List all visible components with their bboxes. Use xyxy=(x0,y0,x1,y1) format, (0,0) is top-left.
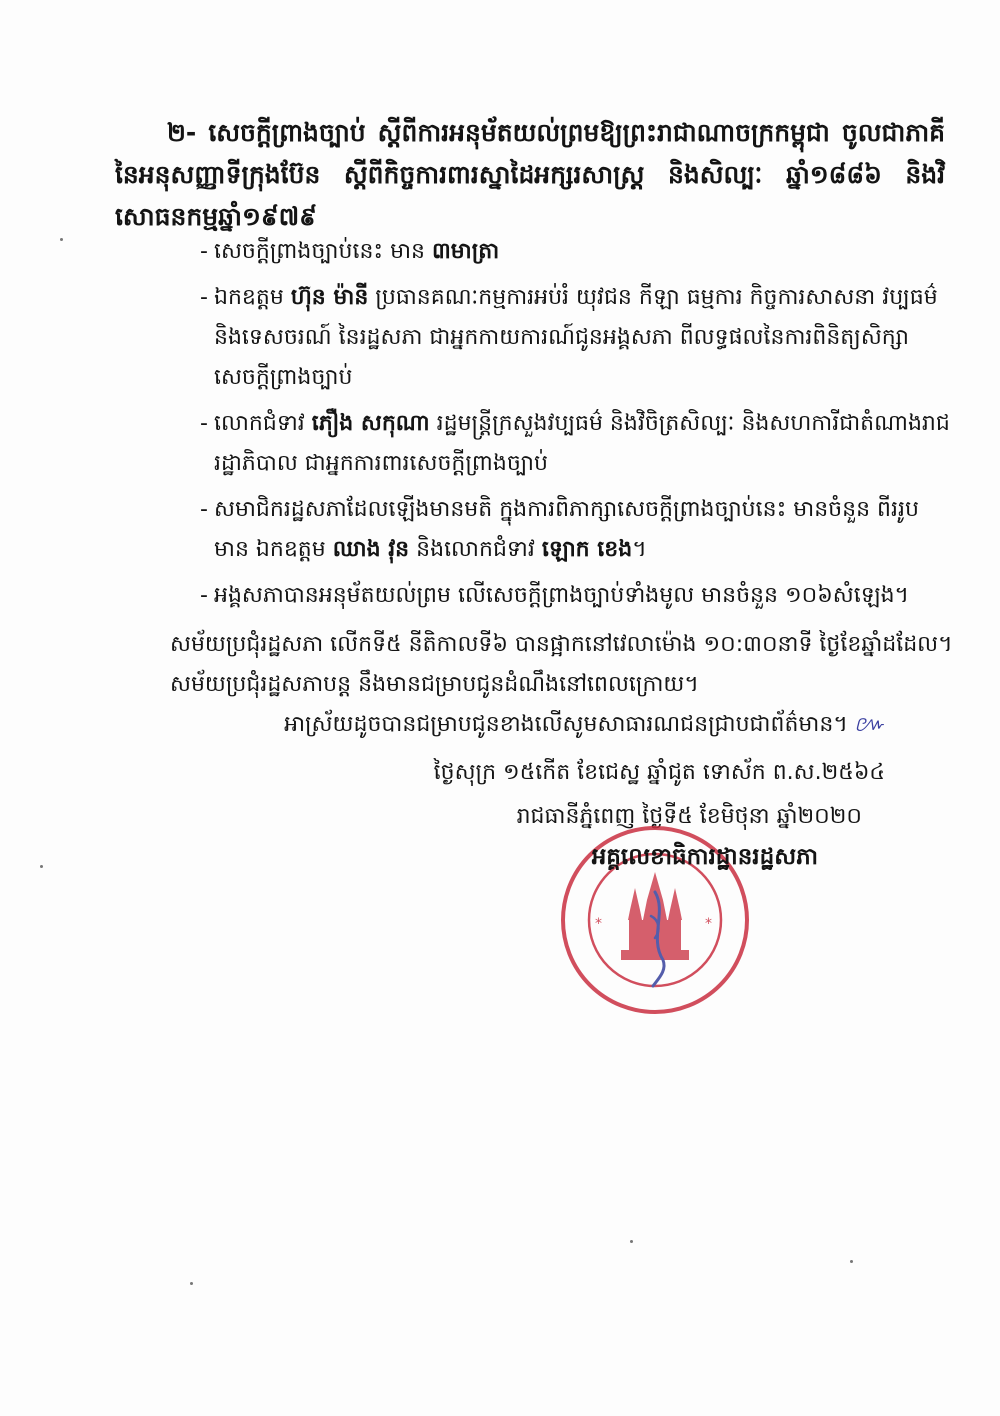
scan-speck xyxy=(630,1240,633,1243)
bullet-item-articles: - សេចក្តីព្រាងច្បាប់នេះ មាន ៣មាត្រា xyxy=(200,232,960,272)
bullet-list xyxy=(200,232,960,622)
signer-title: អគ្គលេខាធិការដ្ឋានរដ្ឋសភា xyxy=(591,844,818,870)
end-mark: ៚ xyxy=(853,712,885,737)
scan-speck xyxy=(40,865,43,868)
scan-speck xyxy=(850,1260,853,1263)
minister-name: ភឿង សកុណា xyxy=(311,411,430,436)
bullet-item-reporter: - ឯកឧត្តម ហ៊ុន ម៉ានី ប្រធានគណៈកម្មការអប់រំ យុវជន កីឡា ធម្មការ កិច្ចការសាសនា វប្បធម៌ និងទេសចរណ៍ នៃរដ្ឋសភា ជាអ្នកកាយការណ៍ជូនអង្គសភា ពីលទ្ធផលនៃការពិនិត្យសិក្សាសេចក្តីព្រាងច្បាប់ xyxy=(200,278,960,398)
article-count: ៣មាត្រា xyxy=(431,239,500,264)
svg-text:*: * xyxy=(705,916,712,932)
section-heading: ២- សេចក្តីព្រាងច្បាប់ ស្តីពីការអនុម័តយល់ព្រមឱ្យព្រះរាជាណាចក្រកម្ពុជា ចូលជាភាគីនៃអនុសញ្ញាទីក្រុងប៊ែន ស្តីពីកិច្ចការពារស្នាដៃអក្សរសាស្ត្រ និងសិល្បៈ ឆ្នាំ១៨៨៦ និងវិសោធនកម្មឆ្នាំ១៩៧៩ xyxy=(115,118,945,231)
lunar-date: ថ្ងៃសុក្រ ១៥កើត ខែជេស្ឋ ឆ្នាំជូត ទោស័ក ព.ស.២៥៦៤ xyxy=(433,760,885,785)
notice-text: អាស្រ័យដូចបានជម្រាបជូនខាងលើសូមសាធារណជនជ្រាបជាព័ត៌មាន។ xyxy=(284,712,848,737)
bullet-item-vote: - អង្គសភាបានអនុម័តយល់ព្រម លើសេចក្តីព្រាងច្បាប់ទាំងមូល មានចំនួន ១០៦សំឡេង។ xyxy=(200,576,960,616)
bullet-item-minister: - លោកជំទាវ ភឿង សកុណា រដ្ឋមន្ត្រីក្រសួងវប្បធម៌ និងវិចិត្រសិល្បៈ និងសហការីជាតំណាងរាជរដ្ឋាភិបាល ជាអ្នកការពារសេចក្តីព្រាងច្បាប់ xyxy=(200,404,960,484)
session-paragraph: សម័យប្រជុំរដ្ឋសភា លើកទី៥ នីតិកាលទី៦ បានផ្អាកនៅវេលាម៉ោង ១០:៣០នាទី ថ្ងៃខែឆ្នាំដដែល។ សម័យប្រជុំរដ្ឋសភាបន្ត នឹងមានជម្រាបជូនដំណឹងនៅពេលក្រោយ។ xyxy=(170,632,953,697)
svg-text:*: * xyxy=(595,916,602,932)
solar-date: រាជធានីភ្នំពេញ ថ្ងៃទី៥ ខែមិថុនា ឆ្នាំ២០២០ xyxy=(516,804,862,829)
speaker-name-1: ឈាង វុន xyxy=(332,537,410,562)
reporter-name: ហ៊ុន ម៉ានី xyxy=(290,285,369,310)
speaker-name-2: ឡោក ខេង xyxy=(541,537,633,562)
notice-line xyxy=(0,706,885,744)
bullet-item-speakers: - សមាជិករដ្ឋសភាដែលឡើងមានមតិ ក្នុងការពិភាក្សាសេចក្តីព្រាងច្បាប់នេះ មានចំនួន ពីររូប មាន ឯកឧត្តម ឈាង វុន និងលោកជំទាវ ឡោក ខេង។ xyxy=(200,490,960,570)
scan-speck xyxy=(60,238,63,241)
scan-speck xyxy=(190,1282,193,1285)
